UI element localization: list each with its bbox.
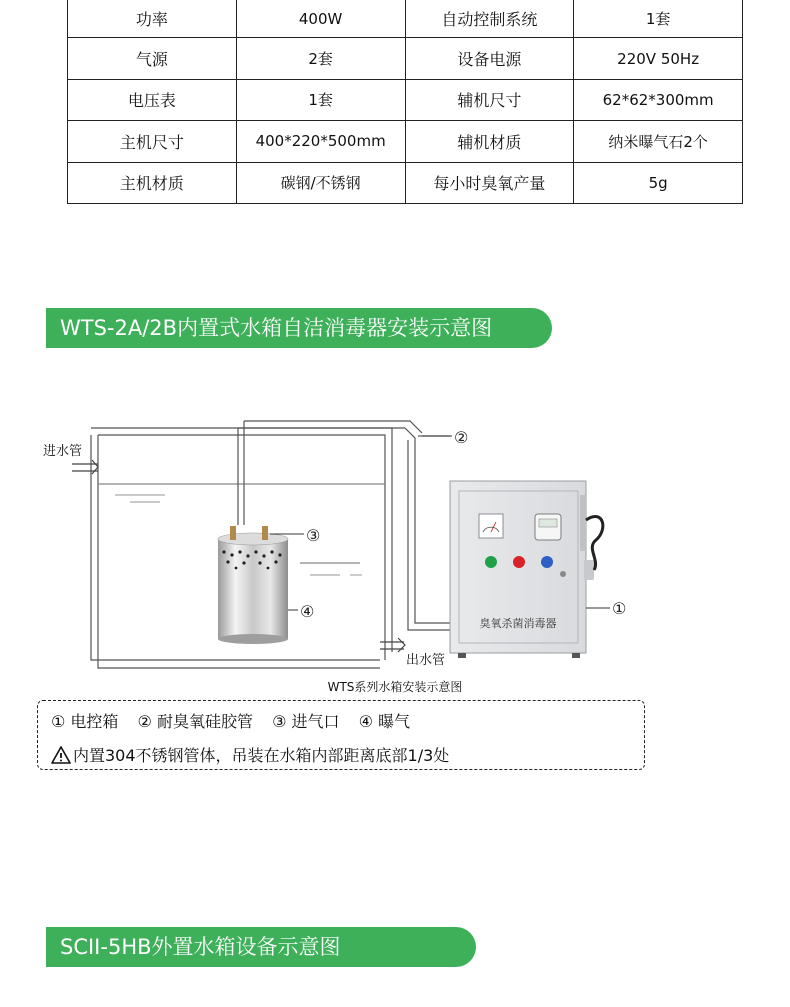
legend-note: 内置304不锈钢管体，吊装在水箱内部距离底部1/3处 [73, 746, 450, 765]
legend-item: ④ 曝气 [358, 712, 411, 731]
spec-table [67, 0, 743, 204]
legend-item: ① 电控箱 [51, 712, 119, 731]
legend-items [51, 709, 424, 732]
spec-label: 功率 [68, 0, 237, 38]
marker-4: ④ [300, 602, 315, 621]
spec-label: 辅机材质 [405, 121, 574, 162]
spec-label: 自动控制系统 [405, 0, 574, 38]
inlet-label: 进水管 [43, 444, 83, 459]
table-row [68, 162, 743, 203]
marker-3: ③ [306, 526, 321, 545]
installation-diagram [0, 400, 790, 700]
marker-2: ② [454, 428, 469, 447]
spec-label: 辅机尺寸 [405, 79, 574, 120]
table-row [68, 38, 743, 79]
device-label: 臭氧杀菌消毒器 [479, 617, 557, 630]
legend-note-row [51, 743, 449, 766]
spec-value: 400W [236, 0, 405, 38]
legend-item: ② 耐臭氧硅胶管 [137, 712, 253, 731]
section-title: SCII-5HB外置水箱设备示意图 [60, 935, 341, 959]
section-title: WTS-2A/2B内置式水箱自洁消毒器安装示意图 [60, 316, 493, 340]
spec-value: 2套 [236, 38, 405, 79]
spec-value: 220V 50Hz [574, 38, 743, 79]
spec-value: 纳米曝气石2个 [574, 121, 743, 162]
spec-value: 碳钢/不锈钢 [236, 162, 405, 203]
section-banner-wts [46, 308, 552, 348]
spec-label: 设备电源 [405, 38, 574, 79]
spec-label: 主机尺寸 [68, 121, 237, 162]
section-banner-scii [46, 927, 476, 967]
spec-value: 400*220*500mm [236, 121, 405, 162]
table-row [68, 121, 743, 162]
spec-label: 每小时臭氧产量 [405, 162, 574, 203]
diagram-caption: WTS系列水箱安装示意图 [327, 680, 463, 694]
spec-value: 62*62*300mm [574, 79, 743, 120]
spec-value: 1套 [236, 79, 405, 120]
inlet-arrow-icon [72, 460, 98, 474]
table-row [68, 0, 743, 38]
spec-value: 5g [574, 162, 743, 203]
legend-box [37, 700, 645, 770]
legend-item: ③ 进气口 [272, 712, 340, 731]
spec-label: 主机材质 [68, 162, 237, 203]
table-row [68, 79, 743, 120]
control-box-icon [450, 481, 603, 658]
marker-1: ① [612, 599, 627, 618]
aerator-cylinder-icon [218, 526, 288, 644]
spec-label: 气源 [68, 38, 237, 79]
spec-value: 1套 [574, 0, 743, 38]
warning-icon [51, 746, 71, 764]
spec-label: 电压表 [68, 79, 237, 120]
outlet-label: 出水管 [406, 653, 446, 668]
